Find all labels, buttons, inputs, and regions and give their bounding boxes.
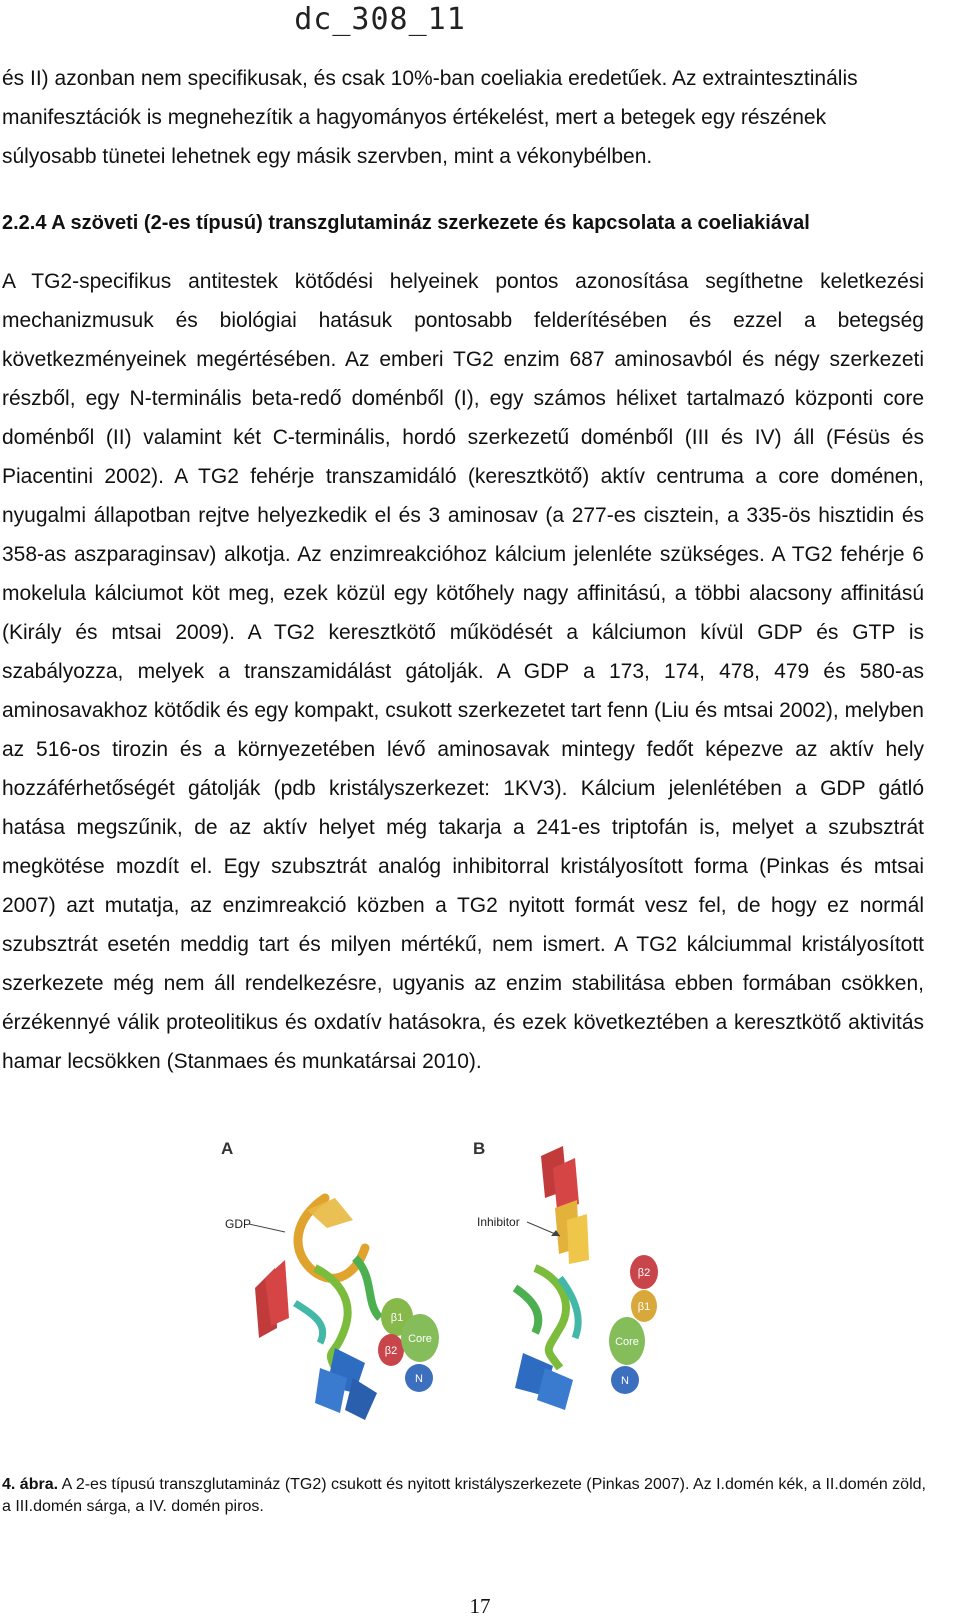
figure-illustration xyxy=(215,1128,695,1448)
panel-b-ligand-label: Inhibitor xyxy=(477,1215,520,1229)
header-document-code: dc_308_11 xyxy=(294,2,466,37)
panel-a-ligand-label: GDP xyxy=(225,1217,252,1231)
page-number: 17 xyxy=(469,1594,491,1618)
figure-tg2-structures xyxy=(215,1128,695,1448)
panel-a-protein-ribbon xyxy=(255,1198,380,1420)
panel-a-domain-schematic xyxy=(378,1298,439,1392)
intro-paragraph: és II) azonban nem specifikusak, és csak 10%-ban coeliakia eredetűek. Az extraintesztinális manifesztációk is megnehezítik a hagyományos értékelést, mert a betegek egy részének súlyosabb tünetei lehetnek egy másik szervben, mint a vékonybélben. xyxy=(2,67,858,168)
svg-text:Core: Core xyxy=(408,1333,432,1345)
panel-b-protein-ribbon xyxy=(515,1146,589,1410)
panel-a xyxy=(221,1139,439,1420)
svg-text:β1: β1 xyxy=(637,1301,651,1313)
svg-text:β2: β2 xyxy=(637,1267,651,1279)
svg-text:β1: β1 xyxy=(390,1312,404,1324)
panel-b-domain-schematic xyxy=(609,1255,658,1394)
svg-text:N: N xyxy=(415,1373,423,1385)
svg-text:Core: Core xyxy=(615,1336,639,1348)
section-heading: 2.2.4 A szöveti (2-es típusú) transzglutamináz szerkezete és kapcsolata a coeliakiával xyxy=(2,212,810,234)
figure-caption xyxy=(2,1474,927,1518)
svg-text:N: N xyxy=(621,1375,629,1387)
figure-caption-text: A 2-es típusú transzglutamináz (TG2) csukott és nyitott kristályszerkezete (Pinkas 2007). Az I.domén kék, a II.domén zöld, a III.domén sárga, a IV. domén piros. xyxy=(2,1476,926,1515)
section-body-paragraph: A TG2-specifikus antitestek kötődési helyeinek pontos azonosítása segíthetne keletkezési mechanizmusuk és biológiai hatásuk pontosabb felderítésében és ezzel a betegség következményeinek megértésében. Az emberi TG2 enzim 687 aminosavból és négy szerkezeti részből, egy N-terminális beta-redő doménből (I), egy számos hélixet tartalmazó központi core doménből (II) valamint két C-terminális, hordó szerkezetű doménből (III és IV) áll (Fésüs és Piacentini 2002). A TG2 fehérje transzamidáló (keresztkötő) aktív centruma a core doménen, nyugalmi állapotban rejtve helyezkedik el és 3 aminosav (a 277-es cisztein, a 335-ös hisztidin és 358-as aszparaginsav) alkotja. Az enzimreakcióhoz kálcium jelenléte szükséges. A TG2 fehérje 6 mokelula kálciumot köt meg, ezek közül egy kötőhely nagy affinitású, a többi alacsony affinitású (Király és mtsai 2009). A TG2 keresztkötő működését a kálciumon kívül GDP és GTP is szabályozza, melyek a transzamidálást gátolják. A GDP a 173, 174, 478, 479 és 580-as aminosavakhoz kötődik és egy kompakt, csukott szerkezetet tart fenn (Liu és mtsai 2002), melyben az 516-os tirozin és a környezetében lévő aminosavak mintegy fedőt képezve az aktív hely hozzáférhetőségét gátolják (pdb kristályszerkezet: 1KV3). Kálcium jelenlétében a GDP gátló hatása megszűnik, de az aktív helyet még takarja a 241-es triptofán is, melyet a szubsztrát megkötése mozdít el. Egy szubsztrát analóg inhibitorral kristályosított forma (Pinkas és mtsai 2007) azt mutatja, az enzimreakció közben a TG2 nyitott formát vesz fel, de hogy ez normál szubsztrát esetén meddig tart és milyen mértékű, nem ismert. A TG2 kálciummal kristályosított szerkezete még nem áll rendelkezésre, ugyanis az enzim stabilitása ebben formában csökken, érzékennyé válik proteolitikus és oxdatív hatásokra, és ezek következtében a keresztkötő aktivitás hamar lecsökken (Stanmaes és munkatársai 2010). xyxy=(2,270,924,1073)
panel-a-letter: A xyxy=(221,1139,234,1158)
panel-b-letter: B xyxy=(473,1139,486,1158)
panel-b xyxy=(473,1139,658,1410)
svg-text:β2: β2 xyxy=(384,1345,398,1357)
figure-caption-label: 4. ábra. xyxy=(2,1476,59,1493)
